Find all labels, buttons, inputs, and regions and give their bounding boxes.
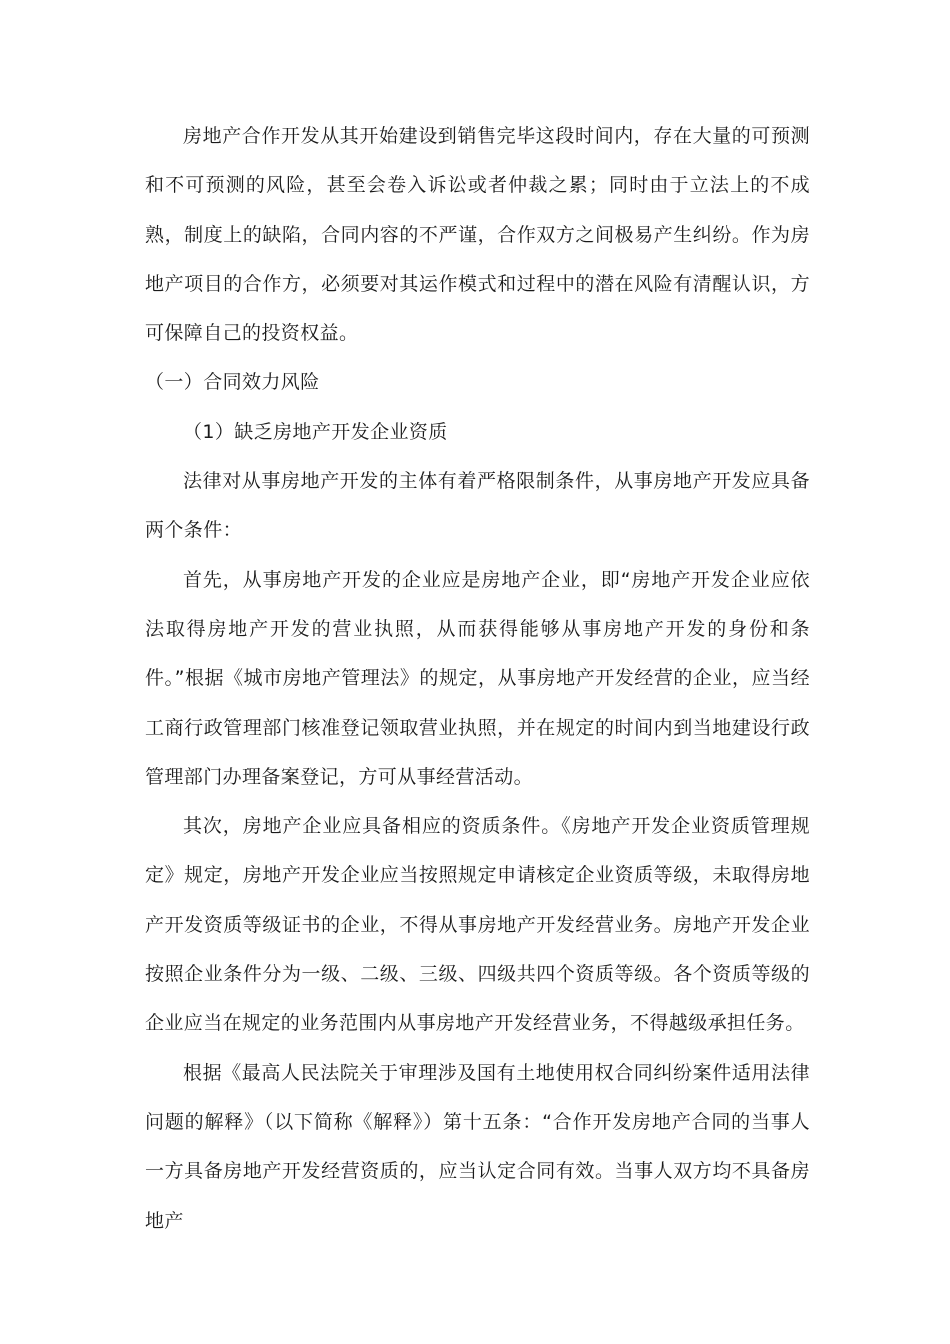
section-heading-contract-validity-risk: （一）合同效力风险 [145, 371, 320, 394]
paragraph-second-condition: 其次，房地产企业应具备相应的资质条件。《房地产开发企业资质管理规定》规定，房地产开发企业应当按照规定申请核定企业资质等级，未取得房地产开发资质等级证书的企业，不得从事房地产开发经营业务。房地产开发企业按照企业条件分为一级、二级、三级、四级共四个资质等级。各个资质等级的企业应当在规定的业务范围内从事房地产开发经营业务，不得越级承担任务。 [145, 815, 810, 1035]
paragraph-legal-conditions: 法律对从事房地产开发的主体有着严格限制条件，从事房地产开发应具备两个条件： [145, 470, 810, 542]
document-body [145, 112, 810, 1246]
paragraph-first-condition: 首先，从事房地产开发的企业应是房地产企业，即“房地产开发企业应依法取得房地产开发的营业执照，从而获得能够从事房地产开发的身份和条件。”根据《城市房地产管理法》的规定，从事房地产开发经营的企业，应当经工商行政管理部门核准登记领取营业执照，并在规定的时间内到当地建设行政管理部门办理备案登记，方可从事经营活动。 [145, 568, 810, 788]
subsection-heading-lack-of-qualification: （1）缺乏房地产开发企业资质 [183, 420, 448, 443]
paragraph-intro: 房地产合作开发从其开始建设到销售完毕这段时间内，存在大量的可预测和不可预测的风险，甚至会卷入诉讼或者仲裁之累；同时由于立法上的不成熟，制度上的缺陷，合同内容的不严谨，合作双方之间极易产生纠纷。作为房地产项目的合作方，必须要对其运作模式和过程中的潜在风险有清醒认识，方可保障自己的投资权益。 [145, 125, 810, 345]
paragraph-judicial-interpretation: 根据《最高人民法院关于审理涉及国有土地使用权合同纠纷案件适用法律问题的解释》（以下简称《解释》）第十五条：“合作开发房地产合同的当事人一方具备房地产开发经营资质的，应当认定合同有效。当事人双方均不具备房地产 [145, 1061, 810, 1232]
